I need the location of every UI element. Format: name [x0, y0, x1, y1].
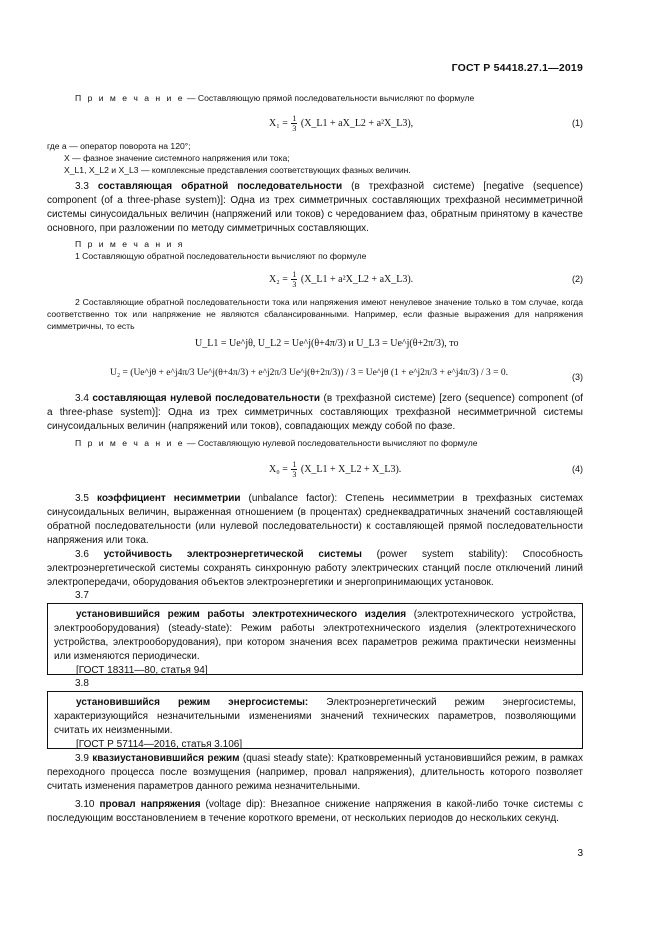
formula-1-rhs: (X_L1 + aX_L2 + a²X_L3),: [300, 117, 414, 129]
section-3-9: 3.9 квазиустановившийся режим (quasi steady state): Кратковременный установившийся режим, в рамках переходного процесса после возмущения (например, провал напряжения), длительность которого позволяет считать изменения параметров данного режима незначительными.: [47, 753, 583, 792]
term-unbalance-factor: коэффициент несимметрии: [96, 493, 241, 504]
where-line-xl: X_L1, X_L2 и X_L3 — комплексные представления соответствующих фазных величин.: [64, 165, 411, 175]
section-3-3: 3.3 составляющая обратной последовательности (в трехфазной системе) [negative (sequence) component (of a three-phase system)]: Одна из трех симметричных составляющих трехфазной несимметричной системы синусоидальных величин (напряжений или токов) с чередованием фаз, обратным принятому в качестве основного, при разложении по методу симметричных составляющих.: [47, 181, 583, 234]
note-label: П р и м е ч а н и е: [75, 93, 185, 103]
reference-gost-57114: [ГОСТ Р 57114—2016, статья 3.106]: [76, 739, 243, 750]
where-block: [47, 140, 583, 176]
term-zero-sequence: составляющая нулевой последовательности: [92, 393, 321, 404]
section-3-8-number: 3.8: [75, 678, 89, 689]
note-text: — Составляющую прямой последовательности вычисляют по формуле: [184, 93, 475, 103]
term-steady-state-power-system: установившийся режим энергосистемы:: [76, 697, 309, 708]
term-power-system-stability: устойчивость электроэнергетической системы: [103, 549, 362, 560]
page-number: 3: [577, 848, 583, 859]
term-quasi-steady-state: квазиустановившийся режим: [92, 753, 240, 764]
reference-gost-18311: [ГОСТ 18311—80, статья 94]: [76, 665, 208, 676]
formula-2: X₂ = $\frac{1}{3}$ (X_L1 + a²X_L2 + aX_L3). (2): [269, 270, 583, 289]
term-negative-sequence: составляющая обратной последовательности: [97, 181, 343, 192]
formula-1: [47, 112, 583, 136]
section-3-6: 3.6 устойчивость электроэнергетической системы (power system stability): Способность электроэнергетической системы сохранять синхронную работу электрических станций после отключений линий электропередачи, оборудования объектов электроэнергетики и энергопринимающих установок.: [47, 549, 583, 588]
section-3-7-number: 3.7: [75, 590, 89, 601]
formula-2-number: (2): [572, 274, 583, 284]
note-positive-sequence: [47, 92, 583, 104]
notes-negative-label: П р и м е ч а н и я: [75, 239, 185, 249]
document-code: ГОСТ Р 54418.27.1—2019: [451, 62, 583, 74]
term-voltage-dip: провал напряжения: [99, 799, 201, 810]
term-steady-state: установившийся режим работы электротехнического изделия: [76, 609, 407, 620]
formula-3-number: (3): [572, 372, 583, 382]
fraction-one-third: $\frac{1}{3}$: [292, 460, 297, 479]
section-3-4: 3.4 составляющая нулевой последовательности (в трехфазной системе) [zero (sequence) component (of a three-phase system)]: Одна из трех симметричных составляющих трехфазной несимметричной системы синусоидальных величин (напряжений или токов), совпадающих между собой по фазе.: [47, 393, 584, 432]
formula-1-lhs: X₁ =: [269, 117, 288, 129]
fraction-one-third: $\frac{1}{3}$: [292, 270, 297, 289]
fraction-one-third: $\frac{1}{3}$: [292, 114, 297, 133]
section-3-5: 3.5 коэффициент несимметрии (unbalance factor): Степень несимметрии в трехфазных системах синусоидальных величин, выраженная отношением (в процентах) среднеквадратичных значений составляющей обратной последовательности (или нулевой последовательности) к составляющей прямой последовательности напряжения или тока.: [47, 493, 584, 546]
where-line-x: X — фазное значение системного напряжения или тока;: [64, 153, 290, 163]
formula-1-number: (1): [572, 118, 583, 128]
note-negative-1: 1 Составляющую обратной последовательности вычисляют по формуле: [75, 251, 367, 261]
note-zero-sequence: П р и м е ч а н и е — Составляющую нулевой последовательности вычисляют по формуле: [75, 438, 478, 448]
section-3-10: 3.10 провал напряжения (voltage dip): Внезапное снижение напряжения в какой-либо точке системы с последующим восстановлением в течение короткого времени, от нескольких периодов до нескольких секунд.: [47, 799, 583, 824]
note-negative-2: 2 Составляющие обратной последовательности тока или напряжения имеют ненулевое значение только в том случае, когда соответственно ток или напряжение не являются сбалансированными. Например, если фазные выражения для напряжения симметричны, то есть: [47, 297, 583, 331]
where-line-a: где a — оператор поворота на 120°;: [47, 141, 191, 151]
formula-voltages: U_L1 = Ue^jθ, U_L2 = Ue^j(θ+4π/3) и U_L3 = Ue^j(θ+2π/3), то: [195, 338, 459, 349]
formula-4: X₀ = $\frac{1}{3}$ (X_L1 + X_L2 + X_L3). (4): [269, 460, 583, 479]
section-3-8-box: установившийся режим энергосистемы: Электроэнергетический режим энергосистемы, характеризующийся незначительными изменениями значений технических параметров, позволяющими считать их неизменными. [ГОСТ Р 57114—2016, статья 3.106]: [47, 691, 583, 749]
formula-3: U₂ = (Ue^jθ + e^j4π/3 Ue^j(θ+4π/3) + e^j2π/3 Ue^j(θ+2π/3)) / 3 = Ue^jθ (1 + e^j2π/3 + e^j4π/3) / 3 = 0. (3): [110, 368, 583, 382]
section-3-7-box: установившийся режим работы электротехнического изделия (электротехнического устройства, электрооборудования) (steady-state): Режим работы электротехнического изделия (электротехнического устройства, электрооборудования), при котором значения всех параметров режима практически неизменны или изменяются периодически. [ГОСТ 18311—80, статья 94]: [47, 603, 583, 675]
formula-4-number: (4): [572, 464, 583, 474]
